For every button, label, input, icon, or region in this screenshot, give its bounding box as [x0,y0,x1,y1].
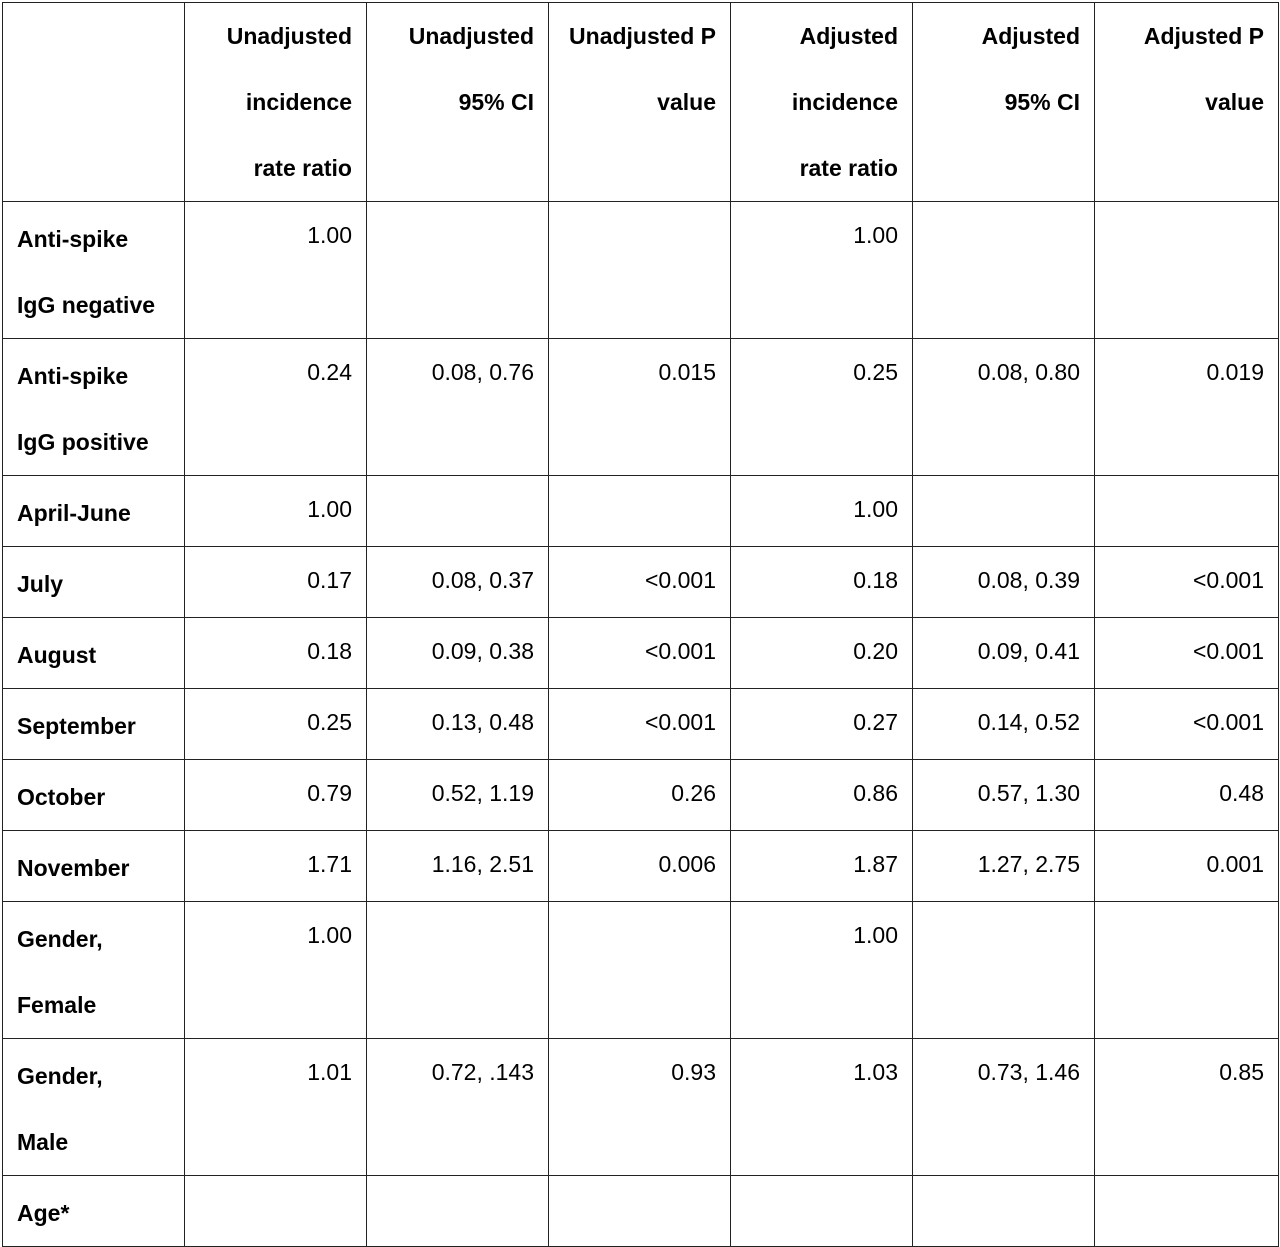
table-row [3,902,1279,1039]
cell-adjusted-p: <0.001 [1095,689,1279,760]
header-adjusted-ci: Adjusted 95% CI [913,3,1095,202]
cell-unadjusted-ci: 0.08, 0.37 [367,547,549,618]
cell-adjusted-p [1095,202,1279,339]
cell-adjusted-ci [913,476,1095,547]
table-row [3,339,1279,476]
cell-adjusted-irr: 0.27 [731,689,913,760]
cell-adjusted-p: 0.019 [1095,339,1279,476]
cell-unadjusted-irr: 1.00 [185,202,367,339]
cell-unadjusted-p [549,1176,731,1247]
cell-adjusted-p [1095,902,1279,1039]
cell-unadjusted-ci: 0.13, 0.48 [367,689,549,760]
cell-adjusted-ci: 0.57, 1.30 [913,760,1095,831]
cell-unadjusted-p: 0.93 [549,1039,731,1176]
cell-unadjusted-ci: 1.16, 2.51 [367,831,549,902]
cell-adjusted-p: <0.001 [1095,618,1279,689]
cell-unadjusted-irr: 0.24 [185,339,367,476]
row-label: Gender, Female [3,902,185,1039]
cell-unadjusted-ci [367,476,549,547]
cell-adjusted-irr [731,1176,913,1247]
header-unadjusted-ci: Unadjusted 95% CI [367,3,549,202]
cell-adjusted-irr: 1.00 [731,476,913,547]
cell-unadjusted-p: 0.006 [549,831,731,902]
table-row [3,689,1279,760]
cell-unadjusted-irr: 1.71 [185,831,367,902]
cell-adjusted-ci [913,202,1095,339]
header-unadjusted-p: Unadjusted P value [549,3,731,202]
row-label: Age* [3,1176,185,1247]
cell-unadjusted-irr: 0.25 [185,689,367,760]
cell-adjusted-p [1095,1176,1279,1247]
cell-unadjusted-ci: 0.72, .143 [367,1039,549,1176]
cell-unadjusted-ci: 0.08, 0.76 [367,339,549,476]
header-adjusted-p: Adjusted P value [1095,3,1279,202]
cell-adjusted-irr: 1.00 [731,902,913,1039]
cell-adjusted-p: <0.001 [1095,547,1279,618]
cell-unadjusted-ci: 0.09, 0.38 [367,618,549,689]
cell-adjusted-p [1095,476,1279,547]
table-row [3,1176,1279,1247]
cell-adjusted-ci [913,902,1095,1039]
row-label: November [3,831,185,902]
cell-adjusted-irr: 0.20 [731,618,913,689]
header-corner-cell [3,3,185,202]
row-label: Anti-spike IgG negative [3,202,185,339]
cell-adjusted-ci [913,1176,1095,1247]
cell-unadjusted-irr: 1.00 [185,902,367,1039]
cell-adjusted-p: 0.48 [1095,760,1279,831]
cell-unadjusted-p [549,902,731,1039]
table-row [3,1039,1279,1176]
cell-unadjusted-irr [185,1176,367,1247]
table-row [3,760,1279,831]
cell-adjusted-ci: 1.27, 2.75 [913,831,1095,902]
cell-unadjusted-ci: 0.52, 1.19 [367,760,549,831]
header-adjusted-irr: Adjusted incidence rate ratio [731,3,913,202]
row-label: October [3,760,185,831]
row-label: August [3,618,185,689]
cell-adjusted-irr: 0.86 [731,760,913,831]
cell-unadjusted-p [549,202,731,339]
cell-adjusted-ci: 0.08, 0.39 [913,547,1095,618]
cell-adjusted-irr: 0.18 [731,547,913,618]
header-row [3,3,1279,202]
cell-unadjusted-p: 0.015 [549,339,731,476]
cell-unadjusted-ci [367,202,549,339]
cell-adjusted-p: 0.001 [1095,831,1279,902]
cell-unadjusted-irr: 0.18 [185,618,367,689]
cell-unadjusted-p [549,476,731,547]
results-table [2,2,1279,1247]
cell-unadjusted-ci [367,902,549,1039]
cell-unadjusted-irr: 0.79 [185,760,367,831]
cell-unadjusted-irr: 1.01 [185,1039,367,1176]
row-label: July [3,547,185,618]
cell-adjusted-ci: 0.14, 0.52 [913,689,1095,760]
table-row [3,618,1279,689]
cell-adjusted-irr: 1.87 [731,831,913,902]
cell-unadjusted-p: 0.26 [549,760,731,831]
cell-adjusted-irr: 1.00 [731,202,913,339]
row-label: Gender, Male [3,1039,185,1176]
row-label: April-June [3,476,185,547]
cell-unadjusted-p: <0.001 [549,618,731,689]
header-unadjusted-irr: Unadjusted incidence rate ratio [185,3,367,202]
cell-unadjusted-irr: 1.00 [185,476,367,547]
table-row [3,476,1279,547]
cell-adjusted-ci: 0.09, 0.41 [913,618,1095,689]
cell-unadjusted-ci [367,1176,549,1247]
table-row [3,831,1279,902]
cell-unadjusted-p: <0.001 [549,689,731,760]
cell-adjusted-ci: 0.73, 1.46 [913,1039,1095,1176]
cell-unadjusted-p: <0.001 [549,547,731,618]
cell-adjusted-irr: 0.25 [731,339,913,476]
cell-unadjusted-irr: 0.17 [185,547,367,618]
cell-adjusted-p: 0.85 [1095,1039,1279,1176]
cell-adjusted-ci: 0.08, 0.80 [913,339,1095,476]
cell-adjusted-irr: 1.03 [731,1039,913,1176]
row-label: September [3,689,185,760]
table-row [3,547,1279,618]
row-label: Anti-spike IgG positive [3,339,185,476]
table-row [3,202,1279,339]
